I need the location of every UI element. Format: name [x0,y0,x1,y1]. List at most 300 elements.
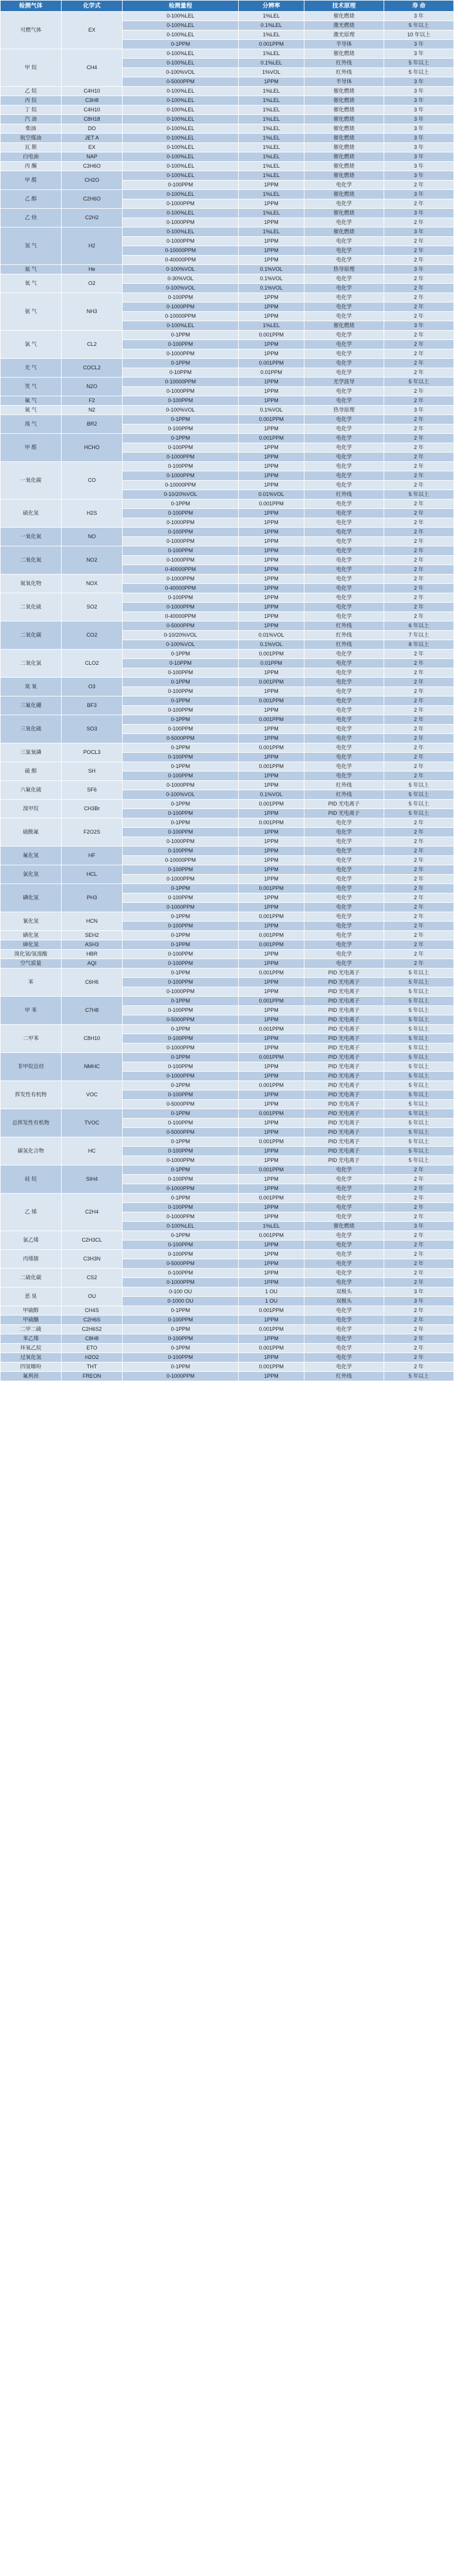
cell-technology: 催化燃烧 [304,143,384,152]
cell-range: 0-1PPM [123,715,239,725]
cell-technology: PID 光电离子 [304,1062,384,1072]
cell-range: 0-100PPM [123,847,239,856]
cell-range: 0-1000PPM [123,453,239,462]
cell-resolution: 1PPM [239,621,304,631]
cell-resolution: 0.01PPM [239,368,304,378]
cell-formula: CLO2 [62,650,123,678]
cell-range: 0-100PPM [123,687,239,696]
cell-resolution: 1%LEL [239,134,304,143]
cell-range: 0-100PPM [123,1090,239,1100]
cell-life: 5 年以上 [384,781,454,790]
table-row [1,1109,454,1119]
cell-life: 5 年以上 [384,1053,454,1062]
cell-range: 0-100PPM [123,1241,239,1250]
cell-gas-name: 二氧化氯 [1,650,62,678]
cell-formula: C3H6O [62,162,123,171]
cell-formula: N2 [62,406,123,415]
cell-technology: 电化学 [304,715,384,725]
cell-life: 5 年以上 [384,68,454,77]
cell-technology: 电化学 [304,837,384,847]
cell-resolution: 0.001PPM [239,1137,304,1147]
cell-resolution: 0.001PPM [239,1362,304,1372]
cell-technology: PID 光电离子 [304,978,384,987]
cell-range: 0-1PPM [123,1231,239,1241]
cell-resolution: 1PPM [239,687,304,696]
cell-formula: FREON [62,1372,123,1381]
cell-range: 0-1000PPM [123,537,239,546]
cell-range: 0-100PPM [123,1250,239,1259]
cell-resolution: 1PPM [239,725,304,734]
cell-range: 0-1PPM [123,931,239,940]
cell-technology: 催化燃烧 [304,1222,384,1231]
cell-formula: NH3 [62,293,123,331]
table-row [1,499,454,509]
table-row [1,884,454,893]
cell-resolution: 0.01%VOL [239,631,304,640]
cell-resolution: 1PPM [239,1269,304,1278]
column-header-range: 检测量程 [123,1,239,12]
cell-life: 2 年 [384,340,454,349]
cell-resolution: 1PPM [239,1147,304,1156]
cell-resolution: 1PPM [239,1156,304,1165]
cell-gas-name: 苯乙烯 [1,1334,62,1344]
cell-technology: 催化燃烧 [304,12,384,21]
cell-life: 5 年以上 [384,1100,454,1109]
cell-life: 10 年以上 [384,30,454,40]
cell-life: 2 年 [384,1344,454,1353]
table-row [1,434,454,443]
cell-technology: 催化燃烧 [304,209,384,218]
cell-range: 0-100 OU [123,1287,239,1297]
cell-resolution: 1PPM [239,1353,304,1362]
cell-range: 0-10000PPM [123,378,239,387]
cell-resolution: 1%LEL [239,209,304,218]
cell-resolution: 1PPM [239,1241,304,1250]
cell-technology: 电化学 [304,603,384,612]
table-row [1,162,454,171]
cell-technology: 电化学 [304,687,384,696]
cell-gas-name: 氰化氢 [1,912,62,931]
cell-life: 2 年 [384,1203,454,1212]
cell-formula: CO [62,462,123,499]
cell-gas-name: 过氧化氢 [1,1353,62,1362]
cell-resolution: 0.001PPM [239,912,304,922]
cell-range: 0-30%VOL [123,274,239,284]
cell-technology: PID 光电离子 [304,1100,384,1109]
cell-life: 2 年 [384,246,454,256]
table-row [1,1081,454,1090]
cell-range: 0-5000PPM [123,621,239,631]
cell-range: 0-100PPM [123,1316,239,1325]
cell-range: 0-40000PPM [123,584,239,593]
cell-range: 0-1000PPM [123,987,239,997]
cell-resolution: 0.001PPM [239,997,304,1006]
table-row [1,115,454,124]
cell-life: 5 年以上 [384,1156,454,1165]
cell-resolution: 1%VOL [239,68,304,77]
cell-technology: 催化燃烧 [304,227,384,237]
cell-life: 2 年 [384,612,454,621]
cell-life: 2 年 [384,1325,454,1334]
cell-life: 7 年以上 [384,631,454,640]
cell-range: 0-100PPM [123,509,239,518]
cell-technology: 电化学 [304,725,384,734]
cell-technology: 电化学 [304,659,384,668]
cell-life: 2 年 [384,678,454,687]
cell-technology: PID 光电离子 [304,1053,384,1062]
cell-technology: 催化燃烧 [304,321,384,331]
cell-resolution: 0.001PPM [239,762,304,772]
cell-technology: 电化学 [304,565,384,575]
cell-formula: C2H3CL [62,1231,123,1250]
cell-gas-name: 溴 气 [1,415,62,434]
cell-range: 0-100%LEL [123,209,239,218]
cell-life: 3 年 [384,87,454,96]
cell-technology: 电化学 [304,1203,384,1212]
cell-gas-name: 乙 醇 [1,190,62,209]
cell-gas-name: 氦 气 [1,265,62,274]
cell-technology: 电化学 [304,340,384,349]
cell-gas-name: 白电油 [1,152,62,162]
cell-range: 0-1000PPM [123,556,239,565]
cell-technology: 红外线 [304,640,384,650]
table-row [1,1250,454,1259]
cell-range: 0-100%LEL [123,12,239,21]
cell-range: 0-1PPM [123,650,239,659]
cell-formula: NMHC [62,1053,123,1081]
cell-life: 2 年 [384,950,454,959]
cell-life: 2 年 [384,903,454,912]
cell-formula: EX [62,143,123,152]
cell-technology: PID 光电离子 [304,987,384,997]
cell-life: 3 年 [384,209,454,218]
cell-range: 0-100PPM [123,1175,239,1184]
cell-formula: SO2 [62,593,123,621]
cell-life: 3 年 [384,1222,454,1231]
cell-technology: 激光燃烧 [304,21,384,30]
cell-range: 0-100%VOL [123,68,239,77]
cell-gas-name: 砷化氢 [1,940,62,950]
cell-resolution: 1PPM [239,443,304,453]
cell-life: 2 年 [384,284,454,293]
cell-formula: POCL3 [62,743,123,762]
cell-range: 0-40000PPM [123,256,239,265]
cell-range: 0-10/20%VOL [123,631,239,640]
cell-resolution: 1PPM [239,847,304,856]
table-row [1,621,454,631]
cell-range: 0-1PPM [123,1053,239,1062]
cell-technology: 电化学 [304,650,384,659]
cell-resolution: 1PPM [239,668,304,678]
cell-technology: 催化燃烧 [304,152,384,162]
cell-resolution: 1PPM [239,537,304,546]
cell-gas-name: 丙烯腈 [1,1250,62,1269]
cell-life: 3 年 [384,115,454,124]
cell-life: 2 年 [384,237,454,246]
table-row [1,1287,454,1297]
table-row [1,462,454,471]
cell-resolution: 1%LEL [239,190,304,199]
cell-range: 0-100%LEL [123,49,239,59]
cell-resolution: 1PPM [239,856,304,865]
cell-resolution: 1PPM [239,462,304,471]
cell-life: 5 年以上 [384,1128,454,1137]
cell-life: 2 年 [384,349,454,359]
cell-formula: CH2O [62,171,123,190]
cell-resolution: 0.001PPM [239,968,304,978]
cell-gas-name: 臭 氧 [1,678,62,696]
cell-technology: 电化学 [304,762,384,772]
cell-life: 2 年 [384,509,454,518]
cell-technology: 红外线 [304,781,384,790]
cell-resolution: 1PPM [239,1100,304,1109]
cell-range: 0-5000PPM [123,734,239,743]
cell-technology: 电化学 [304,443,384,453]
cell-range: 0-100%VOL [123,284,239,293]
cell-range: 0-100PPM [123,1334,239,1344]
cell-technology: 电化学 [304,593,384,603]
cell-formula: AQI [62,959,123,968]
cell-technology: 电化学 [304,274,384,284]
cell-technology: 电化学 [304,415,384,424]
table-row [1,49,454,59]
cell-formula: HCL [62,865,123,884]
table-row [1,1353,454,1362]
cell-technology: 电化学 [304,499,384,509]
table-row [1,143,454,152]
cell-technology: 电化学 [304,912,384,922]
cell-resolution: 1PPM [239,396,304,406]
cell-technology: 电化学 [304,847,384,856]
cell-resolution: 1PPM [239,950,304,959]
cell-gas-name: 恶 臭 [1,1287,62,1306]
cell-technology: 电化学 [304,1344,384,1353]
cell-technology: 热导原理 [304,406,384,415]
cell-range: 0-100PPM [123,706,239,715]
cell-technology: 电化学 [304,368,384,378]
cell-life: 2 年 [384,772,454,781]
cell-range: 0-100%VOL [123,265,239,274]
cell-resolution: 1PPM [239,875,304,884]
cell-technology: PID 光电离子 [304,1119,384,1128]
cell-formula: He [62,265,123,274]
cell-range: 0-1PPM [123,499,239,509]
cell-gas-name: 三氯氧磷 [1,743,62,762]
cell-resolution: 0.001PPM [239,1344,304,1353]
cell-life: 5 年以上 [384,1025,454,1034]
cell-technology: PID 光电离子 [304,1044,384,1053]
cell-life: 2 年 [384,837,454,847]
cell-range: 0-1000PPM [123,1372,239,1381]
cell-life: 5 年以上 [384,1119,454,1128]
cell-range: 0-1PPM [123,678,239,687]
table-row [1,1372,454,1381]
cell-resolution: 0.001PPM [239,678,304,687]
cell-resolution: 0.001PPM [239,715,304,725]
cell-technology: 催化燃烧 [304,190,384,199]
cell-life: 3 年 [384,40,454,49]
cell-range: 0-1000PPM [123,237,239,246]
cell-resolution: 0.001PPM [239,1194,304,1203]
cell-resolution: 1PPM [239,1090,304,1100]
cell-range: 0-1000PPM [123,875,239,884]
cell-resolution: 0.001PPM [239,499,304,509]
cell-technology: 催化燃烧 [304,96,384,106]
table-row [1,593,454,603]
table-row [1,650,454,659]
cell-gas-name: 甲 醛 [1,171,62,190]
cell-technology: 催化燃烧 [304,49,384,59]
cell-life: 2 年 [384,715,454,725]
cell-formula: VOC [62,1081,123,1109]
cell-life: 2 年 [384,659,454,668]
cell-resolution: 1PPM [239,1044,304,1053]
cell-life: 2 年 [384,828,454,837]
cell-resolution: 1PPM [239,1203,304,1212]
cell-life: 3 年 [384,77,454,87]
cell-technology: 电化学 [304,1175,384,1184]
cell-range: 0-1PPM [123,1194,239,1203]
cell-resolution: 0.1%VOL [239,406,304,415]
cell-gas-name: 三氧化硫 [1,715,62,743]
cell-resolution: 1PPM [239,293,304,303]
cell-formula: NO [62,528,123,546]
cell-resolution: 1PPM [239,556,304,565]
cell-range: 0-1000PPM [123,603,239,612]
cell-life: 2 年 [384,424,454,434]
column-header-formula: 化学式 [62,1,123,12]
cell-life: 8 年以上 [384,640,454,650]
cell-life: 5 年以上 [384,968,454,978]
cell-gas-name: 丁 烷 [1,106,62,115]
cell-resolution: 1%LEL [239,162,304,171]
cell-gas-name: 氯乙烯 [1,1231,62,1250]
cell-life: 3 年 [384,1287,454,1297]
cell-resolution: 1PPM [239,349,304,359]
cell-resolution: 1PPM [239,1175,304,1184]
cell-formula: THT [62,1362,123,1372]
cell-technology: 电化学 [304,612,384,621]
cell-technology: 电化学 [304,1250,384,1259]
cell-formula: C8H8 [62,1334,123,1344]
cell-range: 0-100%LEL [123,190,239,199]
cell-life: 2 年 [384,959,454,968]
cell-range: 0-1PPM [123,940,239,950]
cell-range: 0-100%LEL [123,59,239,68]
cell-technology: PID 光电离子 [304,1015,384,1025]
cell-life: 2 年 [384,940,454,950]
cell-range: 0-100PPM [123,1006,239,1015]
cell-resolution: 0.001PPM [239,931,304,940]
table-row [1,378,454,387]
cell-resolution: 0.001PPM [239,818,304,828]
cell-life: 2 年 [384,847,454,856]
cell-formula: C3H8 [62,96,123,106]
cell-resolution: 1PPM [239,453,304,462]
cell-life: 5 年以上 [384,997,454,1006]
cell-life: 5 年以上 [384,1109,454,1119]
cell-gas-name: 二氧化硫 [1,593,62,621]
cell-technology: 电化学 [304,462,384,471]
table-row [1,134,454,143]
cell-gas-name: 氟化氢 [1,847,62,865]
cell-life: 5 年以上 [384,987,454,997]
cell-resolution: 1PPM [239,1034,304,1044]
cell-gas-name: 光 气 [1,359,62,378]
cell-life: 2 年 [384,1278,454,1287]
cell-resolution: 1PPM [239,772,304,781]
cell-life: 3 年 [384,162,454,171]
cell-life: 2 年 [384,1165,454,1175]
cell-range: 0-5000PPM [123,1100,239,1109]
cell-range: 0-100PPM [123,922,239,931]
cell-technology: 催化燃烧 [304,171,384,181]
cell-resolution: 0.001PPM [239,1306,304,1316]
cell-range: 0-1000PPM [123,781,239,790]
cell-formula: C2H4 [62,1194,123,1231]
cell-range: 0-5000PPM [123,1128,239,1137]
cell-range: 0-100PPM [123,725,239,734]
cell-resolution: 0.001PPM [239,650,304,659]
table-row [1,715,454,725]
cell-range: 0-1000PPM [123,518,239,528]
cell-technology: 电化学 [304,556,384,565]
cell-formula: C2H6O [62,190,123,209]
cell-technology: 热导原理 [304,265,384,274]
cell-range: 0-1000PPM [123,387,239,396]
cell-range: 0-40000PPM [123,565,239,575]
cell-technology: 电化学 [304,359,384,368]
cell-formula: TVOC [62,1109,123,1137]
cell-formula: BF3 [62,696,123,715]
cell-life: 2 年 [384,884,454,893]
cell-formula: HF [62,847,123,865]
cell-life: 5 年以上 [384,800,454,809]
table-row [1,87,454,96]
cell-resolution: 1%LEL [239,124,304,134]
cell-technology: 红外线 [304,59,384,68]
cell-technology: 电化学 [304,828,384,837]
cell-gas-name: 二氧化氮 [1,546,62,575]
cell-gas-name: 氨 气 [1,293,62,331]
column-header-technology: 技术原理 [304,1,384,12]
cell-gas-name: 柴油 [1,124,62,134]
cell-life: 2 年 [384,668,454,678]
table-row [1,1269,454,1278]
cell-formula: DO [62,124,123,134]
cell-gas-name: 六氟化硫 [1,781,62,800]
cell-range: 0-100PPM [123,1147,239,1156]
table-row [1,575,454,584]
cell-range: 0-100PPM [123,668,239,678]
cell-technology: 电化学 [304,734,384,743]
cell-formula: HC [62,1137,123,1165]
cell-technology: 电化学 [304,396,384,406]
cell-range: 0-1PPM [123,696,239,706]
cell-life: 5 年以上 [384,1090,454,1100]
cell-resolution: 1PPM [239,706,304,715]
cell-technology: 电化学 [304,237,384,246]
cell-range: 0-5000PPM [123,77,239,87]
cell-technology: 双极头 [304,1297,384,1306]
cell-resolution: 1PPM [239,1212,304,1222]
cell-range: 0-1PPM [123,1137,239,1147]
table-row [1,265,454,274]
cell-formula: NOX [62,575,123,593]
cell-technology: 半导体 [304,40,384,49]
cell-resolution: 0.001PPM [239,415,304,424]
cell-resolution: 1PPM [239,1006,304,1015]
